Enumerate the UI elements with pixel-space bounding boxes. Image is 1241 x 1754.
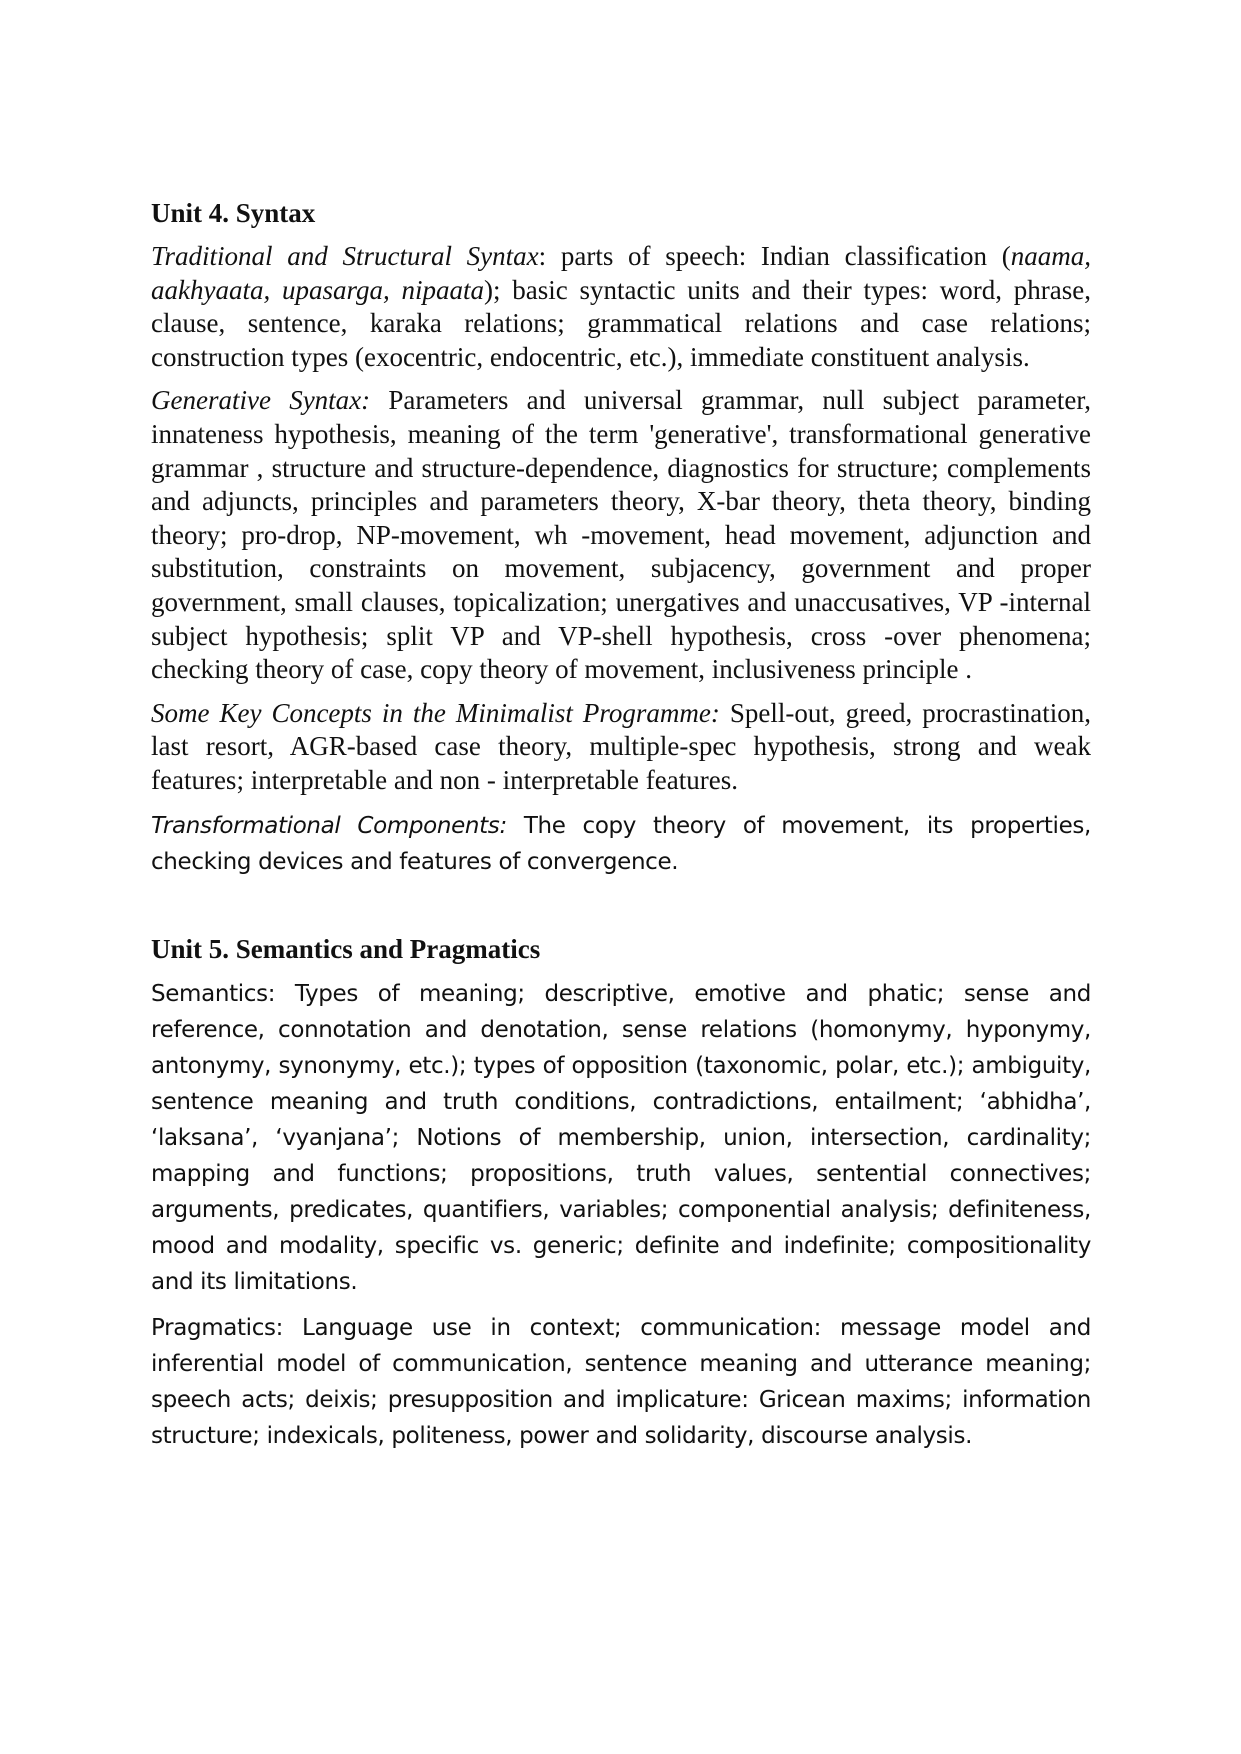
- transformational-components-text: The copy theory of movement, its properties, checking devices and features of convergence.: [151, 812, 1091, 875]
- unit-4-heading: Unit 4. Syntax: [151, 198, 316, 228]
- traditional-syntax-text-2: ); basic syntactic units and their types: word, phrase, clause, sentence, karaka relations; grammatical relations and case relations; construction types (exocentric, endocentric, etc.), immediate constituent analysis.: [151, 274, 1091, 372]
- generative-syntax-text: Parameters and universal grammar, null subject parameter, innateness hypothesis, meaning of the term 'generative', transformational generative grammar , structure and structure-dependence, diagnostics for structure; complements and adjuncts, principles and parameters theory, X-bar theory, theta theory, binding theory; pro-drop, NP-movement, wh -movement, head movement, adjunction and substitution, constraints on movement, subjacency, government and proper government, small clauses, topicalization; unergatives and unaccusatives, VP -internal subject hypothesis; split VP and VP-shell hypothesis, cross -over phenomena; checking theory of case, copy theory of movement, inclusiveness principle .: [151, 385, 1091, 685]
- unit-4-section: [151, 196, 1091, 880]
- traditional-syntax-text-1: : parts of speech: Indian classification (: [538, 241, 1011, 271]
- unit-5-section: [151, 932, 1091, 1454]
- generative-syntax-paragraph: [151, 384, 1091, 686]
- semantics-paragraph: Semantics: Types of meaning; descriptive, emotive and phatic; sense and reference, connotation and denotation, sense relations (homonymy, hyponymy, antonymy, synonymy, etc.); types of opposition (taxonomic, polar, etc.); ambiguity, sentence meaning and truth conditions, contradictions, entailment; ‘abhidha’, ‘laksana’, ‘vyanjana’; Notions of membership, union, intersection, cardinality; mapping and functions; propositions, truth values, sentential connectives; arguments, predicates, quantifiers, variables; componential analysis; definiteness, mood and modality, specific vs. generic; definite and indefinite; compositionality and its limitations.: [151, 980, 1091, 1295]
- pragmatics-paragraph: Pragmatics: Language use in context; communication: message model and inferential model of communication, sentence meaning and utterance meaning; speech acts; deixis; presupposition and implicature: Gricean maxims; information structure; indexicals, politeness, power and solidarity, discourse analysis.: [151, 1314, 1091, 1449]
- generative-syntax-label: Generative Syntax:: [151, 385, 371, 416]
- transformational-components-paragraph: [151, 808, 1091, 880]
- traditional-syntax-label: Traditional and Structural Syntax: [151, 241, 539, 271]
- traditional-syntax-paragraph: [151, 240, 1091, 374]
- minimalist-programme-text: Spell-out, greed, procrastination, last resort, AGR-based case theory, multiple-spec hypothesis, strong and weak features; interpretable and non - interpretable features.: [151, 697, 1092, 795]
- document-page: [151, 196, 1091, 1464]
- indian-classification-terms: naama, aakhyaata, upasarga, nipaata: [151, 241, 1091, 305]
- minimalist-programme-label: Some Key Concepts in the Minimalist Programme:: [151, 697, 720, 728]
- unit-5-heading: Unit 5. Semantics and Pragmatics: [151, 933, 541, 964]
- minimalist-programme-paragraph: [151, 697, 1091, 798]
- transformational-components-label: Transformational Components:: [151, 812, 507, 839]
